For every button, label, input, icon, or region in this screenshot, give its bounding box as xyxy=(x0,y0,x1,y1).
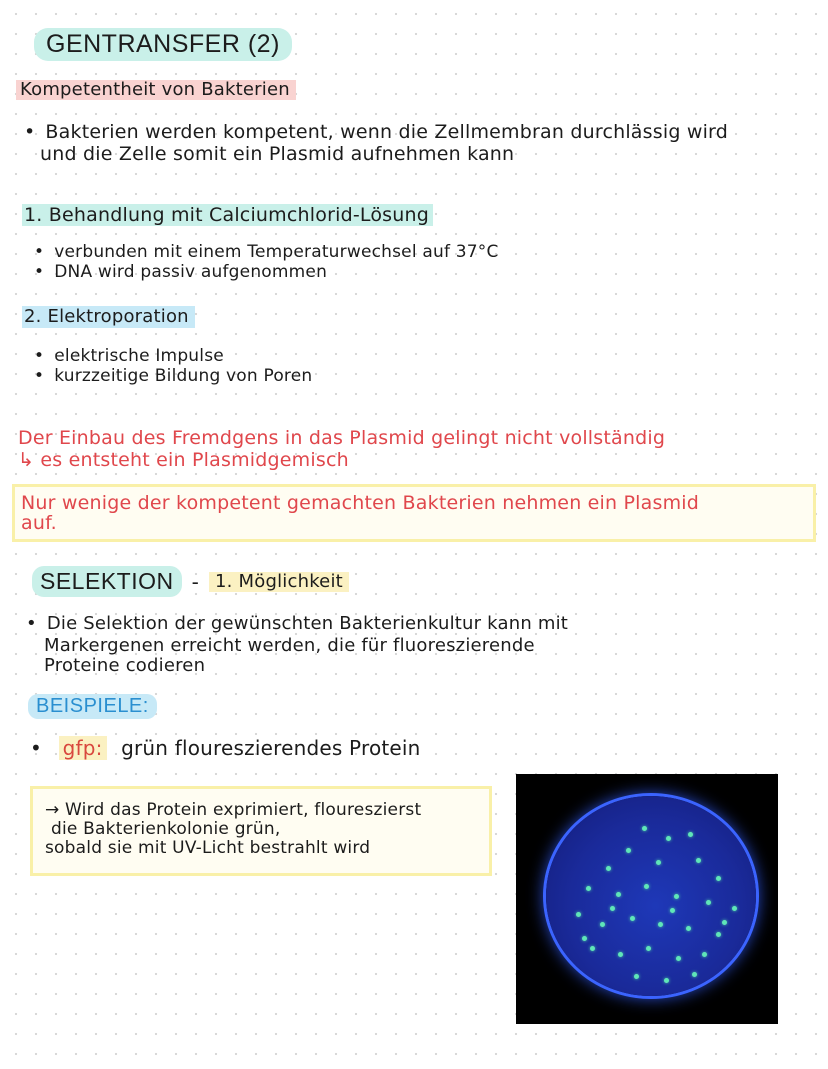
examples-heading xyxy=(28,694,157,719)
colony xyxy=(722,920,727,925)
colony xyxy=(634,974,639,979)
gfp-text: grün floureszierendes Protein xyxy=(121,736,421,760)
red-note-line-2: ↳ es entsteht ein Plasmidgemisch xyxy=(18,449,349,471)
colony xyxy=(732,906,737,911)
gfp-note-line-2: die Bakterienkolonie grün, xyxy=(51,819,281,839)
competence-bullet xyxy=(24,122,728,142)
colony xyxy=(706,900,711,905)
examples-heading-text: BEISPIELE: xyxy=(36,695,149,717)
gfp-note-text xyxy=(45,801,421,858)
method2-list xyxy=(34,346,312,386)
colony xyxy=(664,978,669,983)
selection-line-2: Markergenen erreicht werden, die für fluoreszierende xyxy=(44,635,535,656)
colony xyxy=(646,946,651,951)
colony xyxy=(656,860,661,865)
yellow-note-box xyxy=(12,484,816,542)
colony xyxy=(630,916,635,921)
page-title xyxy=(34,28,292,61)
colony xyxy=(600,922,605,927)
colony xyxy=(666,836,671,841)
method2-item: • elektrische Impulse xyxy=(34,346,312,366)
method1-heading xyxy=(22,204,433,226)
petri-dish-photo xyxy=(516,774,778,1024)
colony xyxy=(674,894,679,899)
page-title-text: GENTRANSFER (2) xyxy=(46,30,280,58)
competence-line-1: • Bakterien werden kompetent, wenn die Zellmembran durchlässig wird xyxy=(24,122,728,142)
selection-bullet-cont xyxy=(44,636,535,676)
selection-bullet xyxy=(26,614,568,634)
competence-heading xyxy=(16,80,296,100)
selection-dash: - xyxy=(191,569,200,594)
colony xyxy=(610,906,615,911)
red-note xyxy=(18,428,665,470)
colony xyxy=(642,826,647,831)
gfp-note-line-1: → Wird das Protein exprimiert, floureszierst xyxy=(45,800,422,820)
gfp-note-line-3: sobald sie mit UV-Licht bestrahlt wird xyxy=(45,838,371,858)
method1-list xyxy=(34,242,499,282)
colony xyxy=(586,886,591,891)
method1-item: • DNA wird passiv aufgenommen xyxy=(34,262,499,282)
colony xyxy=(576,912,581,917)
colony xyxy=(590,946,595,951)
colony xyxy=(670,908,675,913)
competence-bullet-cont xyxy=(40,144,514,164)
colony xyxy=(618,952,623,957)
colony xyxy=(688,832,693,837)
colony xyxy=(676,956,681,961)
gfp-line xyxy=(30,738,421,758)
red-note-line-1: Der Einbau des Fremdgens in das Plasmid gelingt nicht vollständig xyxy=(18,427,666,449)
competence-line-2: und die Zelle somit ein Plasmid aufnehmen kann xyxy=(40,143,515,165)
selection-header xyxy=(32,566,349,597)
selection-title: SELEKTION xyxy=(32,566,182,597)
competence-heading-text: Kompetentheit von Bakterien xyxy=(20,79,290,100)
selection-line-1: • Die Selektion der gewünschten Bakterienkultur kann mit xyxy=(26,614,568,634)
colony xyxy=(658,922,663,927)
colony xyxy=(626,848,631,853)
method1-item: • verbunden mit einem Temperaturwechsel auf 37°C xyxy=(34,242,499,262)
method2-heading-text: 2. Elektroporation xyxy=(24,306,189,327)
yellow-note-line-1: Nur wenige der kompetent gemachten Bakterien nehmen ein Plasmid xyxy=(21,492,700,514)
colony xyxy=(696,858,701,863)
colony xyxy=(606,866,611,871)
method1-heading-text: 1. Behandlung mit Calciumchlorid-Lösung xyxy=(24,204,430,226)
colony xyxy=(702,952,707,957)
selection-subtitle: 1. Möglichkeit xyxy=(209,572,349,592)
gfp-bullet-icon: • xyxy=(30,736,42,760)
colony xyxy=(616,892,621,897)
method2-item: • kurzzeitige Bildung von Poren xyxy=(34,366,312,386)
petri-dish xyxy=(546,796,756,996)
colony xyxy=(716,932,721,937)
selection-line-3: Proteine codieren xyxy=(44,655,206,676)
colony xyxy=(716,876,721,881)
colony xyxy=(686,926,691,931)
method2-heading xyxy=(22,306,195,328)
colony xyxy=(692,972,697,977)
yellow-note-line-2: auf. xyxy=(21,512,57,534)
colony xyxy=(644,884,649,889)
yellow-note-text xyxy=(21,493,699,533)
colony xyxy=(582,936,587,941)
gfp-note-box xyxy=(30,786,492,876)
gfp-label: gfp: xyxy=(59,736,107,760)
